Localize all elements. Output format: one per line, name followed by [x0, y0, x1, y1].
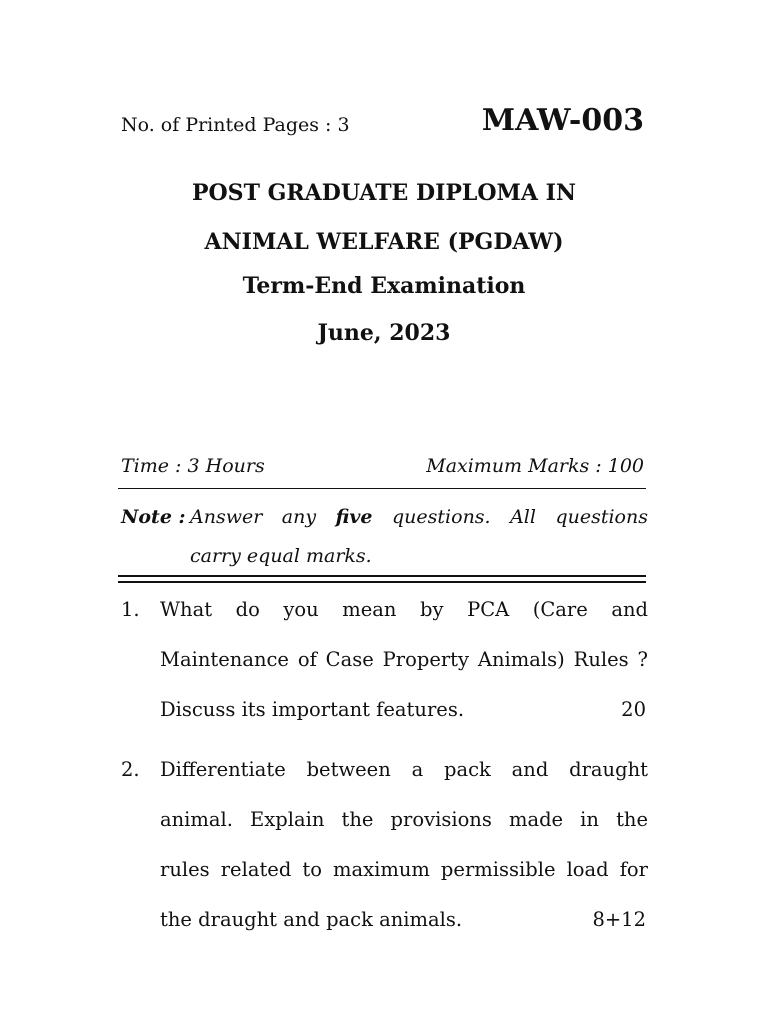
time-marks-row [121, 455, 646, 477]
time-allowed: Time : 3 Hours [121, 455, 265, 477]
note-label: Note : [121, 506, 186, 528]
question-line: Maintenance of Case Property Animals) Rules ? [160, 648, 648, 671]
question-text [160, 745, 648, 945]
programme-title-line-2: ANIMAL WELFARE (PGDAW) [204, 229, 564, 255]
question-line: Discuss its important features. [160, 698, 465, 721]
note-emphasis: five [335, 506, 373, 528]
question-marks: 20 [621, 698, 646, 721]
question-marks: 8+12 [592, 908, 646, 931]
question-text [160, 585, 648, 735]
printed-pages-count: No. of Printed Pages : 3 [121, 114, 350, 136]
exam-session: June, 2023 [317, 320, 451, 346]
note-text [190, 498, 648, 576]
question-number: 2. [121, 758, 140, 781]
question-line: What do you mean by PCA (Care and [160, 598, 648, 621]
question-line: the draught and pack animals. [160, 908, 463, 931]
programme-title-line-1: POST GRADUATE DIPLOMA IN [191, 180, 577, 206]
exam-name: Term-End Examination [242, 273, 526, 299]
question-last-line [160, 685, 648, 735]
question-number: 1. [121, 598, 140, 621]
course-code: MAW-003 [481, 103, 644, 138]
note-text-part: questions. All questions [372, 506, 648, 528]
question-line: animal. Explain the provisions made in the [160, 808, 648, 831]
question-line: Differentiate between a pack and draught [160, 758, 648, 781]
double-divider [118, 575, 646, 583]
question-last-line [160, 895, 648, 945]
note-text-line-2: carry equal marks. [190, 545, 372, 567]
divider [118, 488, 646, 489]
note-text-part: Answer any [190, 506, 336, 528]
question-line: rules related to maximum permissible load for [160, 858, 648, 881]
maximum-marks: Maximum Marks : 100 [426, 455, 644, 477]
